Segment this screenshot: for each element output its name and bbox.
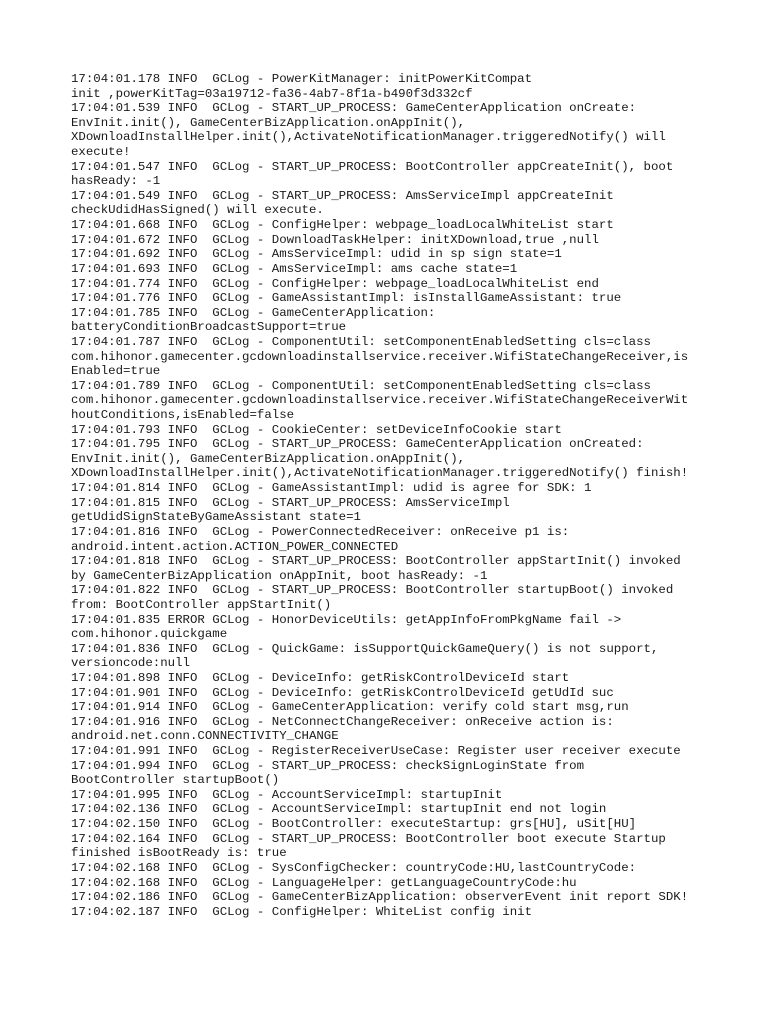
log-line: finished isBootReady is: true: [71, 846, 287, 861]
log-line: 17:04:01.901 INFO GCLog - DeviceInfo: getRiskControlDeviceId getUdId suc: [71, 685, 614, 700]
log-line: from: BootController appStartInit(): [71, 597, 332, 612]
log-line: versioncode:null: [71, 656, 190, 671]
log-line: 17:04:01.818 INFO GCLog - START_UP_PROCESS: BootController appStartInit() invoked: [71, 554, 681, 569]
log-line: 17:04:01.692 INFO GCLog - AmsServiceImpl: udid in sp sign state=1: [71, 247, 562, 262]
log-line: by GameCenterBizApplication onAppInit, boot hasReady: -1: [71, 568, 488, 583]
log-line: 17:04:02.168 INFO GCLog - LanguageHelper: getLanguageCountryCode:hu: [71, 875, 577, 890]
log-line: 17:04:01.787 INFO GCLog - ComponentUtil: setComponentEnabledSetting cls=class: [71, 334, 651, 349]
log-line: 17:04:01.178 INFO GCLog - PowerKitManager: initPowerKitCompat: [71, 72, 533, 86]
log-line: 17:04:02.136 INFO GCLog - AccountServiceImpl: startupInit end not login: [71, 802, 607, 817]
log-line: 17:04:02.186 INFO GCLog - GameCenterBizApplication: observerEvent init report SDK!: [71, 890, 689, 905]
log-line: android.net.conn.CONNECTIVITY_CHANGE: [71, 729, 339, 744]
log-text-block: [71, 72, 703, 919]
log-line: 17:04:01.816 INFO GCLog - PowerConnectedReceiver: onReceive p1 is:: [71, 524, 570, 539]
log-line: getUdidSignStateByGameAssistant state=1: [71, 510, 361, 525]
log-line: EnvInit.init(), GameCenterBizApplication.onAppInit(),: [71, 451, 466, 466]
log-line: 17:04:01.668 INFO GCLog - ConfigHelper: webpage_loadLocalWhiteList start: [71, 218, 614, 233]
log-line: batteryConditionBroadcastSupport=true: [71, 320, 347, 335]
log-line: 17:04:01.793 INFO GCLog - CookieCenter: setDeviceInfoCookie start: [71, 422, 562, 437]
log-line: 17:04:01.789 INFO GCLog - ComponentUtil: setComponentEnabledSetting cls=class: [71, 378, 651, 393]
log-line: execute!: [71, 145, 131, 160]
log-line: 17:04:01.836 INFO GCLog - QuickGame: isSupportQuickGameQuery() is not support,: [71, 641, 659, 656]
log-line: com.hihonor.gamecenter.gcdownloadinstallservice.receiver.WifiStateChangeReceiverWit: [71, 393, 689, 408]
log-line: 17:04:01.795 INFO GCLog - START_UP_PROCESS: GameCenterApplication onCreated:: [71, 437, 644, 452]
log-line: 17:04:01.815 INFO GCLog - START_UP_PROCESS: AmsServiceImpl: [71, 495, 510, 510]
log-line: 17:04:01.898 INFO GCLog - DeviceInfo: getRiskControlDeviceId start: [71, 670, 570, 685]
log-line: houtConditions,isEnabled=false: [71, 408, 295, 423]
log-line: 17:04:01.549 INFO GCLog - START_UP_PROCESS: AmsServiceImpl appCreateInit: [71, 188, 614, 203]
log-line: checkUdidHasSigned() will execute.: [71, 203, 324, 218]
log-line: 17:04:01.822 INFO GCLog - START_UP_PROCESS: BootController startupBoot() invoked: [71, 583, 674, 598]
log-line: 17:04:01.672 INFO GCLog - DownloadTaskHelper: initXDownload,true ,null: [71, 232, 599, 247]
log-line: 17:04:01.693 INFO GCLog - AmsServiceImpl: ams cache state=1: [71, 261, 518, 276]
log-line: XDownloadInstallHelper.init(),ActivateNotificationManager.triggeredNotify() will: [71, 130, 666, 145]
log-line: 17:04:02.187 INFO GCLog - ConfigHelper: WhiteList config init: [71, 904, 533, 919]
log-line: android.intent.action.ACTION_POWER_CONNECTED: [71, 539, 399, 554]
log-line: 17:04:01.539 INFO GCLog - START_UP_PROCESS: GameCenterApplication onCreate:: [71, 101, 637, 116]
log-line: hasReady: -1: [71, 174, 161, 189]
log-line: 17:04:02.168 INFO GCLog - SysConfigChecker: countryCode:HU,lastCountryCode:: [71, 860, 637, 875]
log-line: com.hihonor.quickgame: [71, 627, 228, 642]
log-line: init ,powerKitTag=03a19712-fa36-4ab7-8f1a-b490f3d332cf: [71, 86, 473, 101]
log-line: 17:04:02.150 INFO GCLog - BootController: executeStartup: grs[HU], uSit[HU]: [71, 817, 637, 832]
log-line: com.hihonor.gamecenter.gcdownloadinstallservice.receiver.WifiStateChangeReceiver,is: [71, 349, 689, 364]
log-line: 17:04:01.835 ERROR GCLog - HonorDeviceUtils: getAppInfoFromPkgName fail ->: [71, 612, 622, 627]
log-line: 17:04:01.991 INFO GCLog - RegisterReceiverUseCase: Register user receiver execute: [71, 744, 681, 759]
log-line: 17:04:01.814 INFO GCLog - GameAssistantImpl: udid is agree for SDK: 1: [71, 481, 592, 496]
log-line: 17:04:01.785 INFO GCLog - GameCenterApplication:: [71, 305, 436, 320]
log-line: 17:04:01.776 INFO GCLog - GameAssistantImpl: isInstallGameAssistant: true: [71, 291, 622, 306]
log-line: Enabled=true: [71, 364, 161, 379]
log-line: 17:04:01.914 INFO GCLog - GameCenterApplication: verify cold start msg,run: [71, 700, 629, 715]
log-line: BootController startupBoot(): [71, 773, 280, 788]
log-line: 17:04:01.916 INFO GCLog - NetConnectChangeReceiver: onReceive action is:: [71, 714, 614, 729]
log-line: 17:04:01.994 INFO GCLog - START_UP_PROCESS: checkSignLoginState from: [71, 758, 585, 773]
log-line: 17:04:01.995 INFO GCLog - AccountServiceImpl: startupInit: [71, 787, 503, 802]
log-line: 17:04:02.164 INFO GCLog - START_UP_PROCESS: BootController boot execute Startup: [71, 831, 666, 846]
log-line: EnvInit.init(), GameCenterBizApplication.onAppInit(),: [71, 115, 466, 130]
log-line: XDownloadInstallHelper.init(),ActivateNotificationManager.triggeredNotify() finish!: [71, 466, 689, 481]
log-line: 17:04:01.774 INFO GCLog - ConfigHelper: webpage_loadLocalWhiteList end: [71, 276, 599, 291]
log-line: 17:04:01.547 INFO GCLog - START_UP_PROCESS: BootController appCreateInit(), boot: [71, 159, 674, 174]
